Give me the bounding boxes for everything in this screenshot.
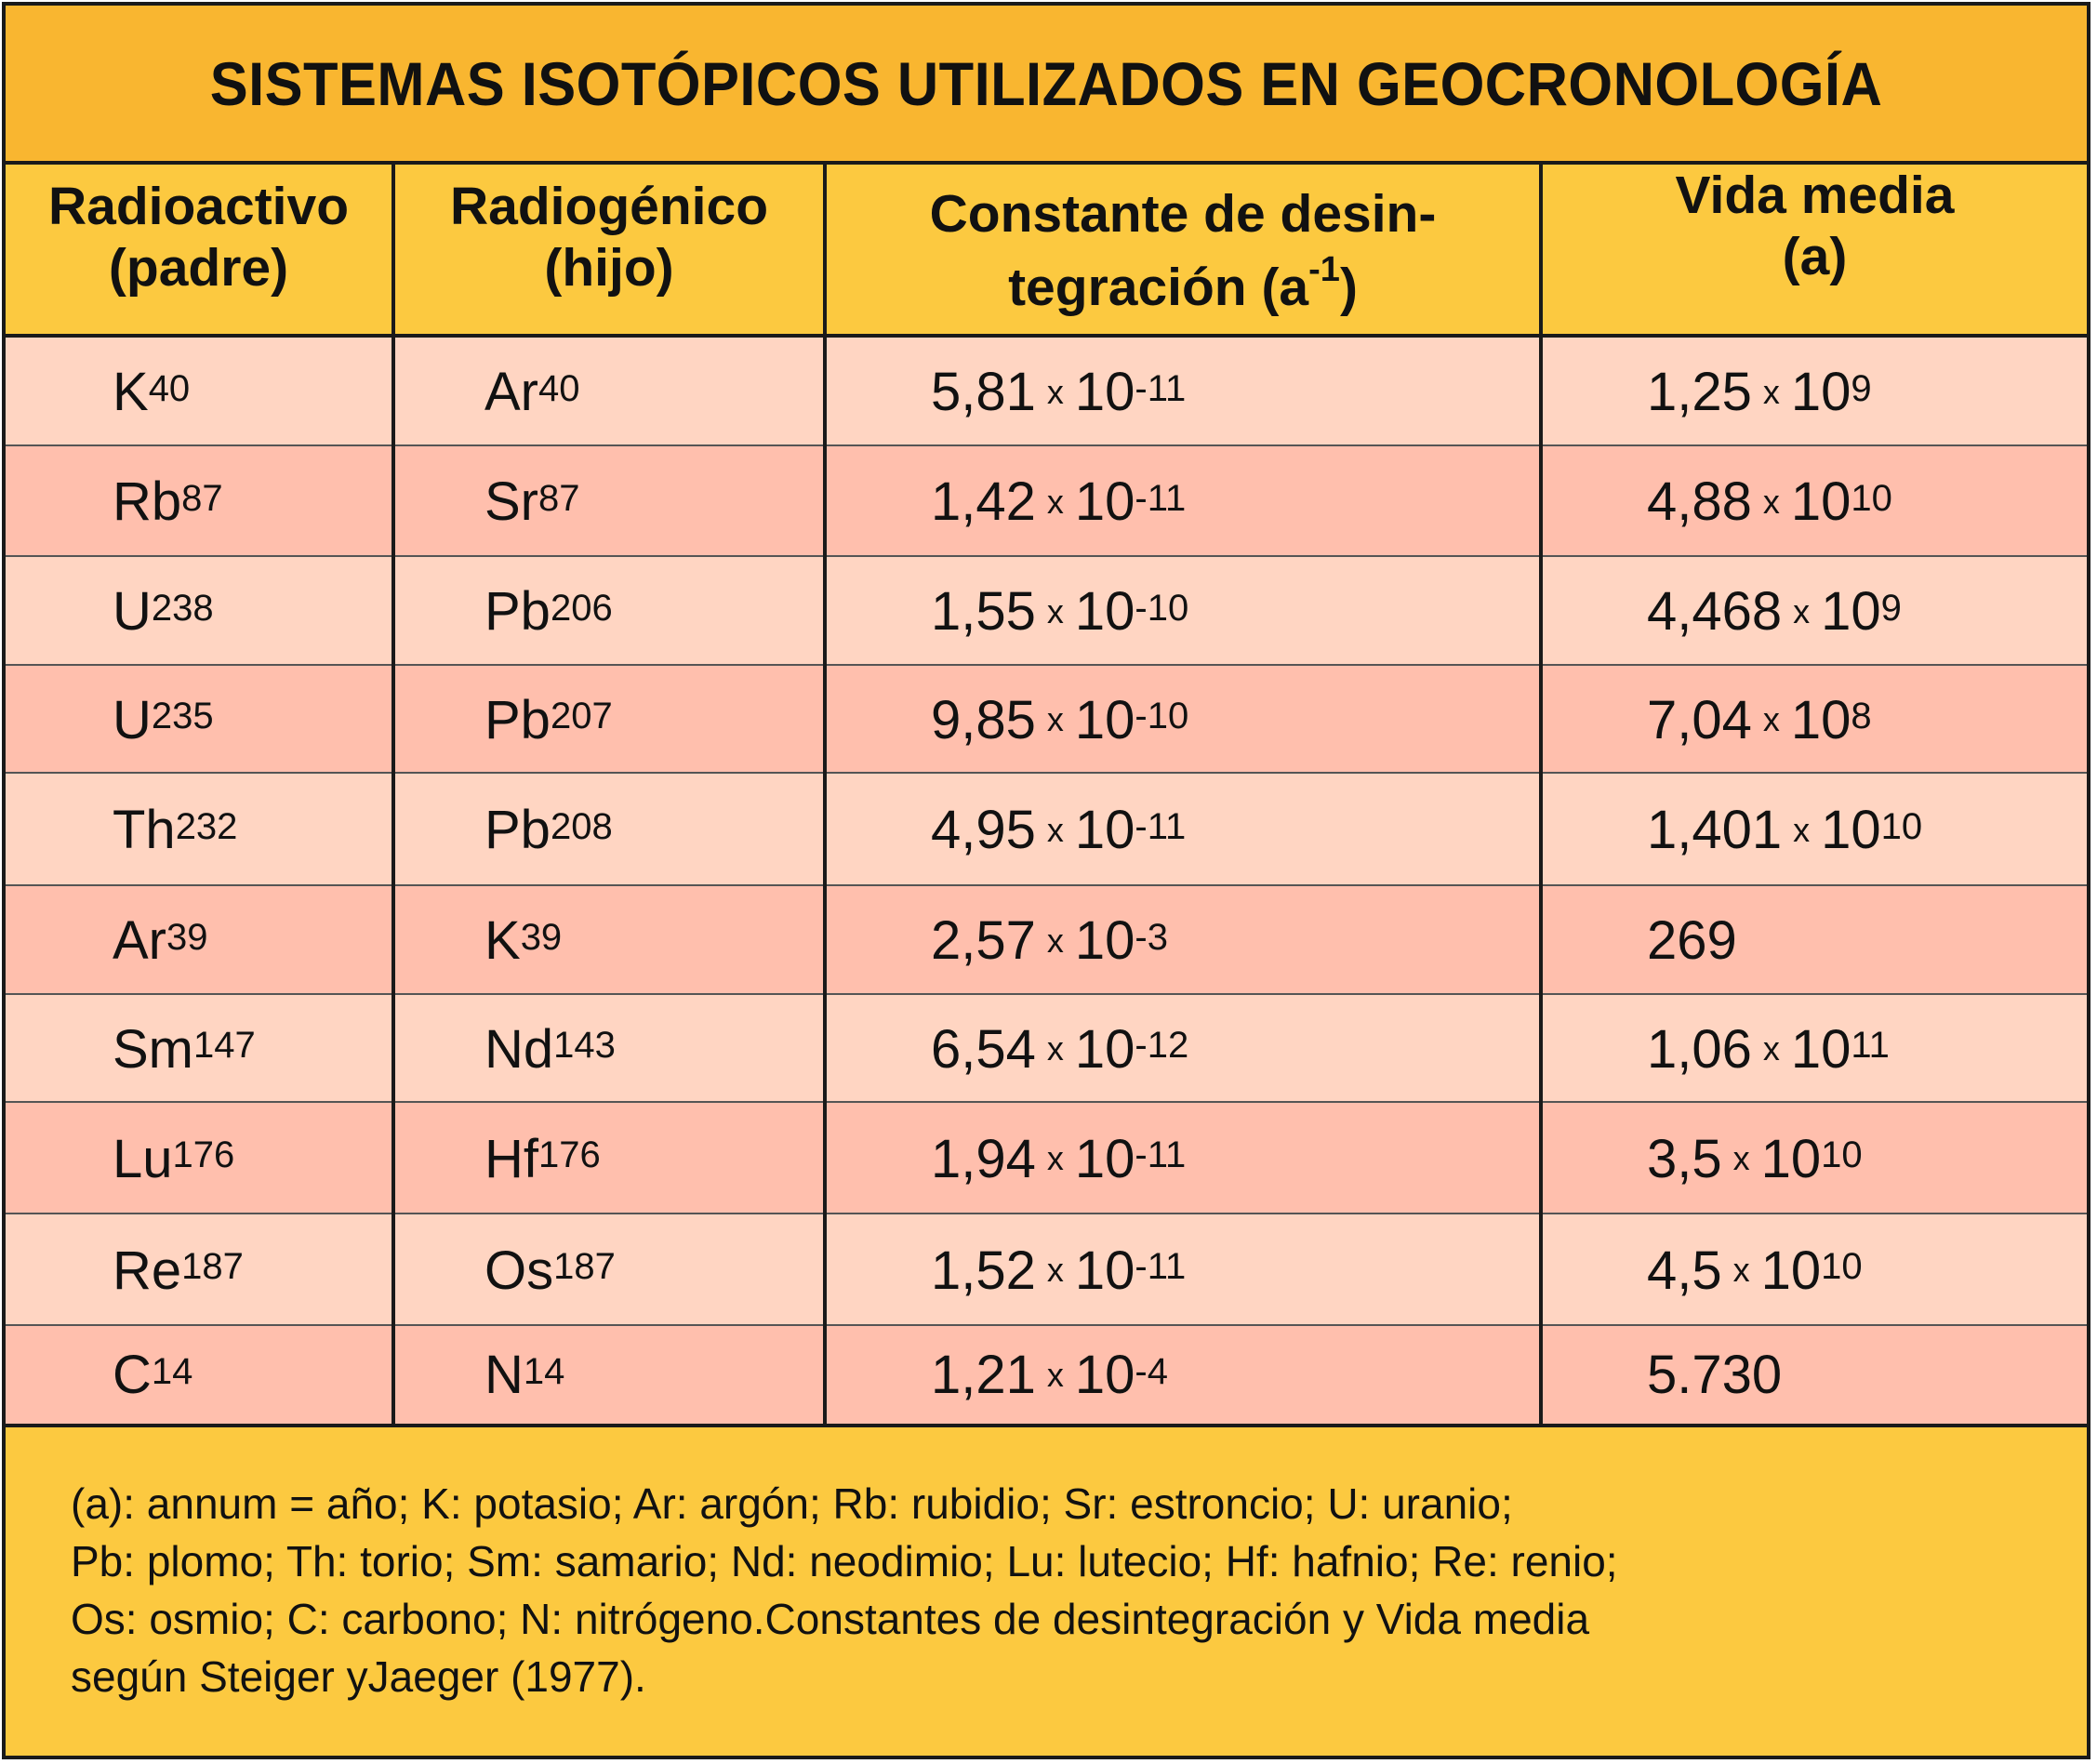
parent-isotope: Ar $^{39}$ [113, 910, 208, 971]
parent-element: Re [113, 1240, 182, 1301]
table-row [6, 1103, 2087, 1214]
decay-constant: 1,21 x 10 $^{-4}$ [931, 1345, 1168, 1405]
decay-mantissa: 6,54 [931, 1018, 1036, 1080]
times-sign: x [1046, 700, 1064, 738]
half-life: 1,401 x 10 $^{10}$ [1647, 800, 1923, 860]
half-life: 3,5 x 10 $^{10}$ [1647, 1128, 1863, 1189]
half-life-mantissa: 3,5 [1647, 1128, 1722, 1189]
table-row [6, 995, 2087, 1103]
parent-element: Rb [113, 471, 182, 532]
parent-isotope: U $^{235}$ [113, 689, 214, 750]
times-sign: x [1046, 810, 1064, 849]
decay-mantissa: 1,21 [931, 1345, 1036, 1405]
daughter-element: Nd [484, 1018, 554, 1080]
daughter-element: Sr [484, 471, 538, 532]
half-life-base: 10 [1790, 471, 1851, 532]
half-life-value: 5.730 [1647, 1345, 1783, 1405]
daughter-element: Pb [484, 800, 551, 860]
times-sign: x [1046, 1251, 1064, 1289]
footnote-line-2: Pb: plomo; Th: torio; Sm: samario; Nd: neodimio; Lu: lutecio; Hf: hafnio; Re: renio; [71, 1537, 1618, 1585]
decay-constant: 1,94 x 10 $^{-11}$ [931, 1128, 1187, 1189]
header-parent-line2: (padre) [108, 238, 289, 298]
half-life: 1,06 x 10 $^{11}$ [1647, 1018, 1890, 1080]
times-sign: x [1762, 700, 1780, 738]
half-life-mantissa: 1,06 [1647, 1018, 1752, 1080]
half-life: 4,5 x 10 $^{10}$ [1647, 1240, 1863, 1301]
header-decay-line2: tegración $(a^{-1})$ [1008, 250, 1358, 317]
decay-constant: 1,42 x 10 $^{-11}$ [931, 471, 1187, 532]
decay-constant: 1,52 x 10 $^{-11}$ [931, 1240, 1187, 1301]
table-row [6, 557, 2087, 666]
times-sign: x [1046, 921, 1064, 960]
table-row [6, 338, 2087, 446]
times-sign: x [1046, 591, 1064, 630]
daughter-element: Pb [484, 581, 551, 642]
decay-mantissa: 1,55 [931, 581, 1036, 642]
half-life-mantissa: 4,88 [1647, 471, 1752, 532]
decay-constant: 5,81 x 10 $^{-11}$ [931, 362, 1187, 422]
half-life-base: 10 [1790, 1018, 1851, 1080]
decay-constant: 4,95 x 10 $^{-11}$ [931, 800, 1187, 860]
decay-mantissa: 2,57 [931, 910, 1036, 971]
decay-constant: 9,85 x 10 $^{-10}$ [931, 689, 1189, 750]
half-life [1647, 1326, 1782, 1424]
column-divider-1 [392, 165, 395, 1424]
table-divider [6, 1424, 2087, 1427]
half-life-base: 10 [1760, 1240, 1822, 1301]
daughter-isotope: Nd $^{143}$ [484, 1018, 616, 1080]
times-sign: x [1732, 1251, 1750, 1289]
daughter-isotope: Pb $^{208}$ [484, 800, 613, 860]
daughter-isotope: Os $^{187}$ [484, 1240, 616, 1301]
table-row [6, 1326, 2087, 1424]
parent-isotope: Re $^{187}$ [113, 1240, 244, 1301]
parent-element: Lu [113, 1128, 173, 1189]
parent-isotope: Rb $^{87}$ [113, 471, 223, 532]
daughter-element: Pb [484, 689, 551, 750]
header-daughter [395, 165, 823, 338]
decay-mantissa: 1,94 [931, 1128, 1036, 1189]
half-life-base: 10 [1760, 1128, 1822, 1189]
times-sign: x [1046, 1355, 1064, 1394]
isotope-table-card [2, 2, 2090, 1759]
times-sign: x [1046, 1139, 1064, 1177]
footnote-line-4: según Steiger yJaeger (1977). [71, 1652, 646, 1701]
decay-mantissa: 4,95 [931, 800, 1036, 860]
daughter-isotope: Pb $^{206}$ [484, 581, 613, 642]
decay-mantissa: 9,85 [931, 689, 1036, 750]
half-life: 4,468 x 10 $^9$ [1647, 581, 1902, 642]
header-halflife-line2: (a) [1782, 227, 1848, 286]
decay-constant: 1,55 x 10 $^{-10}$ [931, 581, 1189, 642]
parent-isotope: Lu $^{176}$ [113, 1128, 235, 1189]
parent-element: Th [113, 800, 176, 860]
decay-mantissa: 1,52 [931, 1240, 1036, 1301]
parent-element: C [113, 1345, 152, 1405]
decay-base: 10 [1074, 689, 1135, 750]
decay-base: 10 [1074, 800, 1135, 860]
daughter-isotope: N $^{14}$ [484, 1345, 565, 1405]
half-life-mantissa: 1,401 [1647, 800, 1783, 860]
decay-base: 10 [1074, 1018, 1135, 1080]
header-parent-line1: Radioactivo [47, 177, 350, 236]
half-life-mantissa: 4,5 [1647, 1240, 1722, 1301]
half-life-base: 10 [1790, 362, 1851, 422]
decay-base: 10 [1074, 910, 1135, 971]
decay-mantissa: 5,81 [931, 362, 1036, 422]
half-life: 7,04 x 10 $^8$ [1647, 689, 1872, 750]
half-life-mantissa: 1,25 [1647, 362, 1752, 422]
decay-base: 10 [1074, 1240, 1135, 1301]
daughter-isotope: Pb $^{207}$ [484, 689, 613, 750]
header-parent [6, 165, 392, 338]
footnote-line-3: Os: osmio; C: carbono; N: nitrógeno.Constantes de desintegración y Vida media [71, 1595, 1590, 1643]
half-life-mantissa: 4,468 [1647, 581, 1783, 642]
daughter-element: Ar [484, 362, 538, 422]
daughter-isotope: Hf $^{176}$ [484, 1128, 601, 1189]
half-life-base: 10 [1790, 689, 1851, 750]
parent-element: Sm [113, 1018, 193, 1080]
times-sign: x [1046, 1029, 1064, 1068]
table-row [6, 1214, 2087, 1326]
footnote-line-1: (a): annum = año; K: potasio; Ar: argón; Rb: rubidio; Sr: estroncio; U: uranio; [71, 1479, 1513, 1528]
half-life: 4,88 x 10 $^{10}$ [1647, 471, 1892, 532]
times-sign: x [1762, 1029, 1780, 1068]
half-life: 1,25 x 10 $^9$ [1647, 362, 1872, 422]
column-divider-2 [823, 165, 827, 1424]
page-title: SISTEMAS ISOTÓPICOS UTILIZADOS EN GEOCRONOLOGÍA [209, 48, 1883, 118]
table-row [6, 446, 2087, 557]
header-decay-line1: Constante de desin- [929, 184, 1437, 244]
daughter-element: Hf [484, 1128, 538, 1189]
times-sign: x [1732, 1139, 1750, 1177]
parent-isotope: K $^{40}$ [113, 362, 191, 422]
table-header-row [6, 165, 2087, 338]
table-body [6, 338, 2087, 1424]
table-row [6, 886, 2087, 995]
daughter-isotope: Sr $^{87}$ [484, 471, 580, 532]
decay-base: 10 [1074, 1128, 1135, 1189]
times-sign: x [1046, 372, 1064, 411]
table-row [6, 666, 2087, 774]
parent-element: K [113, 362, 149, 422]
header-halflife-line1: Vida media [1675, 166, 1955, 225]
parent-isotope: C $^{14}$ [113, 1345, 193, 1405]
decay-constant: 2,57 x 10 $^{-3}$ [931, 910, 1168, 971]
parent-isotope: U $^{238}$ [113, 581, 214, 642]
parent-isotope: Sm $^{147}$ [113, 1018, 256, 1080]
decay-mantissa: 1,42 [931, 471, 1036, 532]
times-sign: x [1793, 810, 1811, 849]
decay-base: 10 [1074, 362, 1135, 422]
parent-element: U [113, 581, 152, 642]
header-daughter-line1: Radiogénico [449, 177, 769, 236]
title-bar [6, 6, 2087, 165]
header-half-life [1543, 165, 2087, 338]
parent-isotope: Th $^{232}$ [113, 800, 238, 860]
half-life [1647, 886, 1737, 995]
times-sign: x [1793, 591, 1811, 630]
decay-base: 10 [1074, 581, 1135, 642]
parent-element: Ar [113, 910, 166, 971]
half-life-base: 10 [1821, 800, 1881, 860]
header-daughter-line2: (hijo) [544, 238, 674, 298]
parent-element: U [113, 689, 152, 750]
half-life-base: 10 [1821, 581, 1881, 642]
half-life-value: 269 [1647, 910, 1737, 971]
decay-base: 10 [1074, 1345, 1135, 1405]
decay-base: 10 [1074, 471, 1135, 532]
daughter-element: Os [484, 1240, 554, 1301]
decay-constant: 6,54 x 10 $^{-12}$ [931, 1018, 1189, 1080]
daughter-isotope: K $^{39}$ [484, 910, 563, 971]
table-row [6, 774, 2087, 886]
footnote [71, 1475, 2042, 1705]
times-sign: x [1762, 482, 1780, 521]
daughter-element: N [484, 1345, 524, 1405]
times-sign: x [1046, 482, 1064, 521]
header-decay-constant [827, 165, 1539, 338]
daughter-element: K [484, 910, 521, 971]
half-life-mantissa: 7,04 [1647, 689, 1752, 750]
daughter-isotope: Ar $^{40}$ [484, 362, 580, 422]
times-sign: x [1762, 372, 1780, 411]
column-divider-3 [1539, 165, 1543, 1424]
